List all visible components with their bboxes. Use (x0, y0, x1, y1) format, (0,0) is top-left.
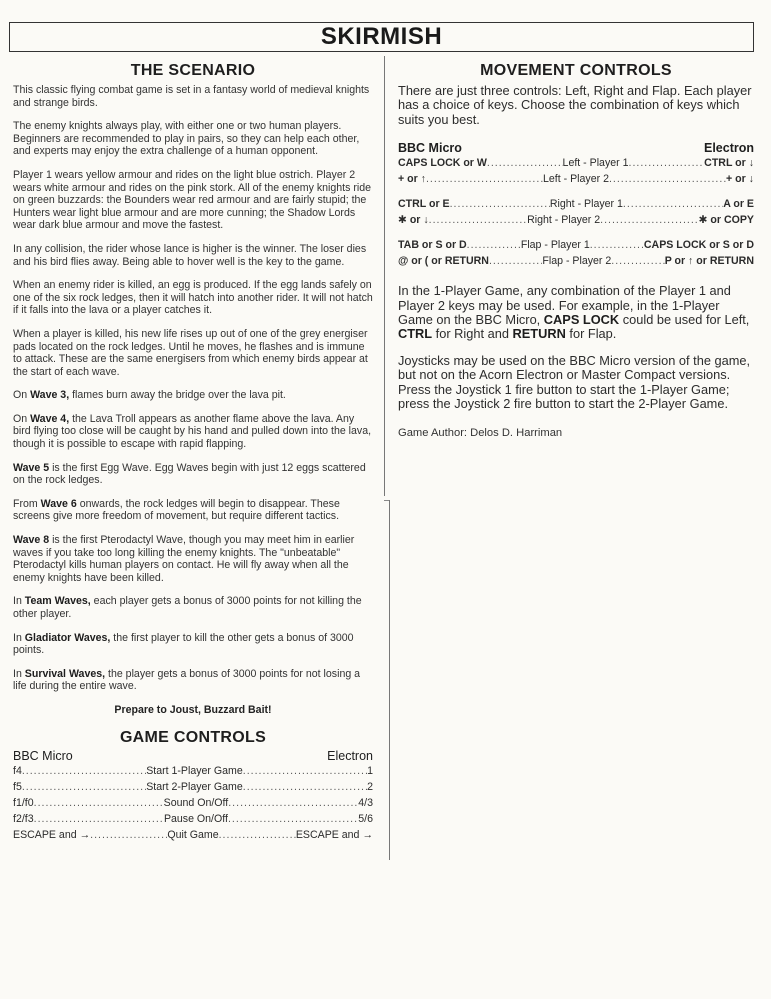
scenario-body (13, 84, 373, 717)
action-label: Left - Player 2 (543, 173, 609, 186)
electron-key: + or ↓ (726, 173, 754, 186)
text-run: On (13, 389, 31, 402)
text-run: On (13, 412, 31, 425)
electron-key: A or E (723, 198, 754, 211)
bbc-key: f1/f0 (13, 796, 34, 809)
leader-dots (22, 781, 146, 793)
action-label: Pause On/Off (163, 812, 228, 825)
page-title: SKIRMISH (320, 23, 443, 50)
key-row (13, 827, 373, 843)
movement-rows (398, 155, 754, 269)
key-row (398, 237, 754, 253)
leader-dots (450, 198, 550, 210)
scenario-paragraph (13, 668, 373, 693)
column-label-electron: Electron (327, 748, 373, 763)
text-run: the Lava Troll appears as another flame above the lava. Any bird flying too close will be caught by his hand and pulled down into the lava, though it is possible to escape with rapid flapping. (13, 412, 372, 451)
electron-key: P or ↑ or RETURN (664, 255, 754, 268)
bold-term: Wave 6 (40, 497, 77, 510)
scenario-paragraph (13, 84, 373, 109)
text-run: This classic flying combat game is set in a fantasy world of medieval knights and strange birds. (13, 84, 370, 109)
bold-term: Team Waves, (24, 595, 91, 608)
leader-dots (243, 765, 367, 777)
movement-paragraph (398, 354, 754, 412)
text-run: When an enemy rider is killed, an egg is produced. If the egg lands safely on one of the six rock ledges, then it will hatch into another rider. It will not hatch if it falls into the lava or a player catches it. (13, 279, 373, 317)
leader-dots (487, 157, 563, 169)
action-label: Quit Game (167, 828, 219, 841)
electron-key: 5/6 (358, 812, 373, 825)
text-run: Joysticks may be used on the BBC Micro version of the game, but not on the Acorn Electron or Master Compact versions. Press the Joystick 1 fire button to start the 1-Player Game; press the Joystick 2 fire button to start the 2-Player Game. (398, 352, 751, 412)
column-divider (384, 56, 385, 496)
leader-dots (611, 255, 664, 267)
action-label: Right - Player 1 (549, 198, 623, 211)
text-run: is the first Egg Wave. Egg Waves begin with just 12 eggs scattered on the rock ledges. (13, 461, 366, 487)
bbc-key: TAB or S or D (398, 239, 467, 252)
closing-line: Prepare to Joust, Buzzard Bait! (114, 703, 272, 716)
bold-term: CTRL (398, 326, 433, 342)
electron-key: 1 (367, 764, 373, 777)
scenario-paragraph (13, 462, 373, 487)
movement-paragraph (398, 284, 754, 342)
scenario-paragraph (13, 389, 373, 402)
game-controls-rows (13, 763, 373, 843)
bbc-key: f4 (13, 764, 22, 777)
column-label-electron: Electron (703, 141, 754, 156)
leader-dots (590, 239, 644, 251)
text-run: In any collision, the rider whose lance is higher is the winner. The loser dies and his bird flies away. Being able to hover well is the key to the game. (13, 242, 367, 268)
game-controls-heading: GAME CONTROLS (119, 728, 267, 746)
scenario-paragraph (13, 120, 373, 158)
author-credit: Game Author: Delos D. Harriman (398, 427, 563, 440)
electron-key: ✱ or COPY (698, 214, 754, 227)
key-row (398, 253, 754, 269)
key-row (13, 811, 373, 827)
key-row (398, 196, 754, 212)
electron-key: ESCAPE and → (295, 828, 373, 841)
group-spacer (398, 187, 754, 196)
bbc-key: CTRL or E (398, 198, 450, 211)
bold-term: RETURN (512, 326, 566, 342)
leader-dots (22, 765, 146, 777)
text-run: each player gets a bonus of 3000 points for not killing the other player. (13, 595, 362, 620)
bbc-key: ESCAPE and → (13, 828, 91, 841)
leader-dots (429, 214, 527, 226)
bbc-key: ✱ or ↓ (398, 214, 429, 227)
bbc-key: CAPS LOCK or W (398, 157, 487, 170)
text-run: In the 1-Player Game, any combination of the Player 1 and Player 2 keys may be used. For example, in the 1-Player Game on the BBC Micro, (398, 283, 731, 328)
leader-dots (243, 781, 367, 793)
leader-dots (426, 173, 543, 185)
scenario-heading: THE SCENARIO (130, 62, 256, 79)
electron-key: CAPS LOCK or S or D (643, 239, 754, 252)
scenario-paragraph (13, 498, 373, 523)
bbc-key: + or ↑ (398, 173, 426, 186)
text-run: In (13, 631, 25, 644)
action-label: Sound On/Off (163, 796, 229, 809)
bold-term: CAPS LOCK (543, 312, 620, 328)
group-spacer (398, 228, 754, 237)
right-column (398, 62, 754, 440)
column-label-bbc: BBC Micro (398, 141, 462, 156)
game-controls-header (13, 749, 373, 763)
text-run: In (13, 595, 25, 608)
bbc-key: f2/f3 (13, 812, 34, 825)
movement-heading: MOVEMENT CONTROLS (480, 62, 672, 79)
text-run: The enemy knights always play, with either one or two human players. Beginners are recommended to play in pairs, so they can help each other, and experts may enjoy the extra challenge of a human opponent. (13, 120, 360, 158)
text-run: for Right and (432, 326, 513, 342)
title-box (9, 22, 754, 52)
action-label: Right - Player 2 (527, 214, 601, 227)
electron-key: 2 (367, 780, 373, 793)
key-row (398, 171, 754, 187)
leader-dots (90, 829, 167, 841)
text-run: the first player to kill the other gets a bonus of 3000 points. (13, 631, 354, 657)
action-label: Start 2-Player Game (146, 780, 243, 793)
leader-dots (34, 813, 164, 825)
scenario-paragraph (13, 328, 373, 378)
leader-dots (489, 255, 542, 267)
bold-term: Wave 4, (30, 412, 70, 425)
text-run: When a player is killed, his new life rises up out of one of the grey energiser pads located on the rock ledges. Until he moves, he flashes and is immune to attack. These are the same energisers from which enemy birds appear at the start of each wave. (13, 327, 368, 378)
leader-dots (600, 214, 698, 226)
movement-header (398, 141, 754, 155)
electron-key: 4/3 (358, 796, 373, 809)
key-row (13, 779, 373, 795)
text-run: is the first Pterodactyl Wave, though you may meet him in earlier waves if you take too long killing the enemy knights. The "unbeatable" Pterodactyl kills human players on contact. He will fly away when all the enemy knights have been killed. (13, 534, 355, 584)
key-row (13, 795, 373, 811)
key-row (398, 212, 754, 228)
scenario-paragraph (13, 243, 373, 268)
leader-dots (219, 829, 296, 841)
column-label-bbc: BBC Micro (13, 748, 73, 763)
bold-term: Wave 3, (30, 389, 70, 402)
movement-intro: There are just three controls: Left, Right and Flap. Each player has a choice of keys. Choose the combination of keys which suits you best. (398, 83, 752, 127)
leader-dots (34, 797, 164, 809)
scenario-paragraph (13, 595, 373, 620)
game-controls-table (13, 749, 373, 843)
movement-table (398, 141, 754, 269)
scenario-paragraph (13, 279, 373, 317)
leader-dots (629, 157, 705, 169)
bbc-key: f5 (13, 780, 22, 793)
leader-dots (623, 198, 723, 210)
left-column (13, 62, 373, 843)
text-run: Player 1 wears yellow armour and rides on the light blue ostrich. Player 2 wears white armour and rides on the pink stork. All of the enemy knights ride on green buzzards: the Bounders wear red armour and are fairly stupid; the Hunters wear light blue armour and are more cunning; the Shadow Lords wear dark blue armour and move the fastest. (13, 168, 372, 232)
bold-term: Survival Waves, (24, 667, 106, 680)
text-run: onwards, the rock ledges will begin to disappear. These screens give more freedom of movement, but require different tactics. (13, 497, 340, 523)
text-run: In (13, 667, 25, 680)
scenario-paragraph (13, 169, 373, 232)
bold-term: Gladiator Waves, (24, 631, 111, 644)
text-run: for Flap. (565, 326, 617, 342)
leader-dots (228, 797, 358, 809)
text-run: could be used for Left, (619, 312, 750, 328)
action-label: Flap - Player 1 (520, 239, 590, 252)
text-run: From (13, 497, 41, 510)
leader-dots (467, 239, 521, 251)
key-row (13, 763, 373, 779)
scenario-paragraph (13, 534, 373, 584)
scenario-paragraph (13, 632, 373, 657)
scenario-paragraph (13, 413, 373, 451)
bold-term: Wave 5 (13, 461, 50, 474)
leader-dots (609, 173, 726, 185)
action-label: Flap - Player 2 (542, 255, 612, 268)
bbc-key: @ or ( or RETURN (398, 255, 489, 268)
key-row (398, 155, 754, 171)
action-label: Start 1-Player Game (146, 764, 243, 777)
text-run: flames burn away the bridge over the lava pit. (69, 389, 286, 402)
bold-term: Wave 8 (13, 534, 50, 547)
action-label: Left - Player 1 (562, 157, 629, 170)
electron-key: CTRL or ↓ (704, 157, 755, 170)
text-run: the player gets a bonus of 3000 points for not losing a life during the entire wave. (13, 667, 361, 693)
leader-dots (228, 813, 358, 825)
column-divider-lower (389, 500, 390, 860)
